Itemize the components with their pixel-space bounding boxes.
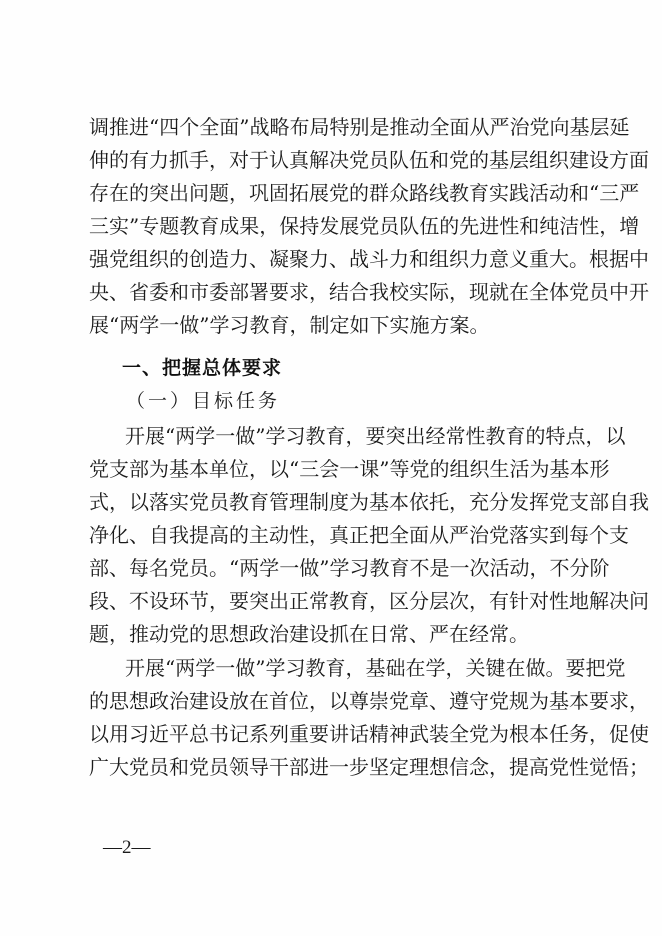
text-line: 伸的有力抓手，对于认真解决党员队伍和党的基层组织建设方面: [89, 148, 649, 172]
section-heading: 一、把握总体要求: [122, 357, 283, 379]
text-line: 式，以落实党员教育管理制度为基本依托，充分发挥党支部自我: [89, 490, 649, 514]
page-number: —2—: [103, 837, 151, 858]
text-line: 强党组织的创造力、凝聚力、战斗力和组织力意义重大。根据中: [89, 247, 649, 271]
text-line: 部、每名党员。“两学一做”学习教育不是一次活动，不分阶: [89, 556, 610, 580]
text-line: 净化、自我提高的主动性，真正把全面从严治党落实到每个支: [89, 523, 629, 547]
text-line: 的思想政治建设放在首位，以尊崇党章、遵守党规为基本要求，: [89, 689, 649, 713]
subsection-heading: （一）目标任务: [126, 390, 281, 412]
text-line: 段、不设环节，要突出正常教育，区分层次，有针对性地解决问: [89, 589, 649, 613]
text-line: 党支部为基本单位，以“三会一课”等党的组织生活为基本形: [89, 457, 610, 481]
text-line: 开展“两学一做”学习教育，要突出经常性教育的特点，以: [125, 424, 626, 448]
text-line: 展“两学一做”学习教育，制定如下实施方案。: [89, 313, 490, 337]
text-line: 存在的突出问题，巩固拓展党的群众路线教育实践活动和“三严: [89, 181, 640, 205]
text-line: 央、省委和市委部署要求，结合我校实际，现就在全体党员中开: [89, 280, 649, 304]
text-line: 三实”专题教育成果，保持发展党员队伍的先进性和纯洁性，增: [89, 214, 640, 238]
text-line: 题，推动党的思想政治建设抓在日常、严在经常。: [89, 622, 529, 646]
text-line: 广大党员和党员领导干部进一步坚定理想信念，提高党性觉悟；: [89, 755, 649, 779]
text-line: 调推进“四个全面”战略布局特别是推动全面从严治党向基层延: [89, 115, 630, 139]
text-line: 开展“两学一做”学习教育，基础在学，关键在做。要把党: [125, 656, 626, 680]
text-line: 以用习近平总书记系列重要讲话精神武装全党为根本任务，促使: [89, 722, 649, 746]
